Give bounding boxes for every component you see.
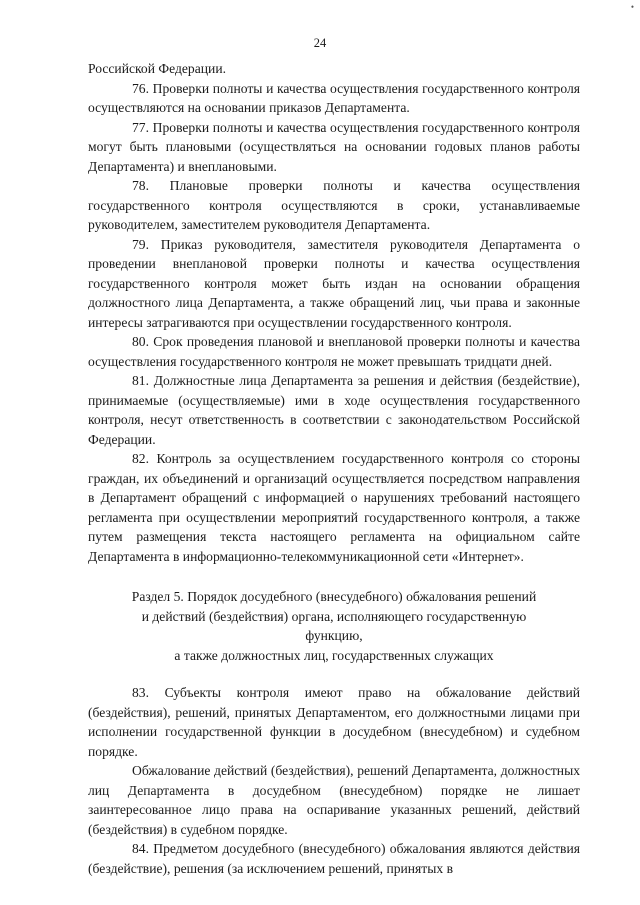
paragraph-79: 79. Приказ руководителя, заместителя руководителя Департамента о проведении внеплановой проверки полноты и качества осуществления государственного контроля может быть издан на основании обращения должностного лица Департамента, а также обращений лиц, чьи права и законные интересы затрагиваются при осуществлении государственного контроля. — [88, 236, 580, 330]
section-title-line-3: функцию, — [305, 628, 363, 643]
page-number: 24 — [313, 36, 327, 50]
section-title-line-1: Раздел 5. Порядок досудебного (внесудебного) обжалования решений — [131, 589, 537, 604]
section-title-line-4: а также должностных лиц, государственных служащих — [174, 647, 494, 663]
paragraph-76: 76. Проверки полноты и качества осуществления государственного контроля осуществляются на основании приказов Департамента. — [88, 80, 580, 115]
corner-mark: • — [630, 2, 634, 12]
paragraph-81: 81. Должностные лица Департамента за решения и действия (бездействие), принимаемые (осуществляемые) ими в ходе осуществления государственного контроля, несут ответственность в соответствии с законодательством Российской Федерации. — [88, 373, 580, 447]
paragraph-80: 80. Срок проведения плановой и внеплановой проверки полноты и качества осуществления государственного контроля не может превышать тридцати дней. — [88, 334, 580, 369]
paragraph-78: 78. Плановые проверки полноты и качества осуществления государственного контроля осуществляются в сроки, устанавливаемые руководителем, заместителем руководителя Департамента. — [88, 178, 580, 232]
section-title-line-2: и действий (бездействия) органа, исполняющего государственную — [141, 608, 527, 624]
paragraph-83-continued: Обжалование действий (бездействия), решений Департамента, должностных лиц Департамента в досудебном (внесудебном) порядке не лишает заинтересованное лицо права на оспаривание указанных решений, действий (бездействия) в судебном порядке. — [88, 763, 580, 837]
paragraph-84: 84. Предметом досудебного (внесудебного) обжалования являются действия (бездействие), решения (за исключением решений, принятых в — [88, 841, 580, 876]
paragraph-83: 83. Субъекты контроля имеют право на обжалование действий (бездействия), решений, принятых Департаментом, его должностными лицами при исполнении государственной функции в досудебном (внесудебном) и судебном порядке. — [88, 685, 580, 759]
paragraph-77: 77. Проверки полноты и качества осуществления государственного контроля могут быть плановыми (осуществляться на основании годовых планов работы Департамента) и внеплановыми. — [88, 119, 580, 174]
paragraph-continuation: Российской Федерации. — [88, 61, 226, 76]
section-5-title — [88, 587, 580, 665]
document-body — [88, 59, 580, 878]
paragraph-82: 82. Контроль за осуществлением государственного контроля со стороны граждан, их объединений и организаций осуществляется посредством направления в Департамент обращений с информацией о нарушениях требований настоящего регламента при осуществлении мероприятий государственного контроля, а также путем размещения текста настоящего регламента на официальном сайте Департамента в информационно-телекоммуникационной сети «Интернет». — [88, 451, 580, 564]
